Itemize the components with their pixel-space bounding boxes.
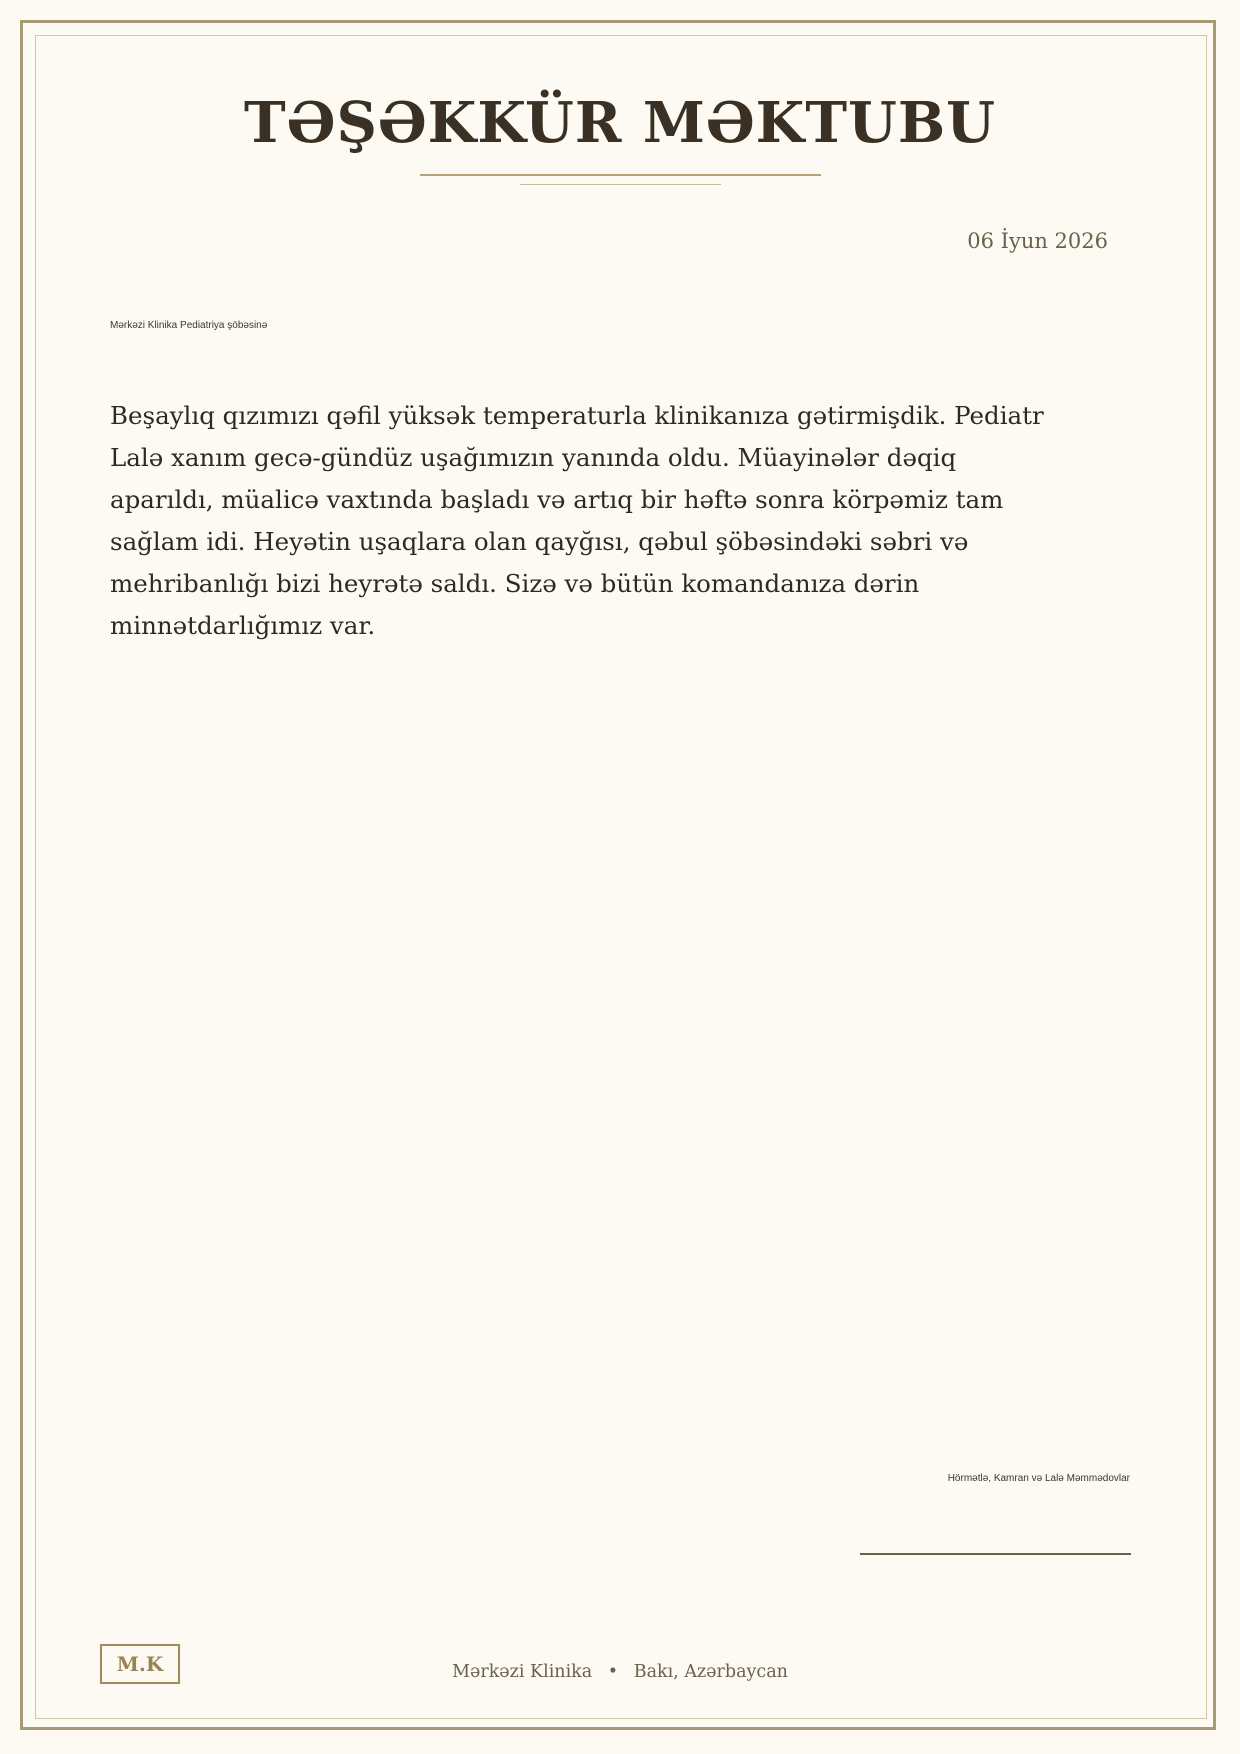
signature-line: [860, 1553, 1131, 1555]
monogram-stamp: M.K: [100, 1644, 180, 1684]
footer-separator: •: [607, 1662, 619, 1682]
footer: [0, 1662, 1240, 1682]
page-inner-border: [35, 35, 1207, 1719]
letter-date: 06 İyun 2026: [967, 229, 1108, 253]
letter-title: TƏŞƏKKÜR MƏKTUBU: [243, 90, 996, 156]
letter-recipient: Mərkəzi Klinika Pediatriya şöbəsinə: [110, 320, 268, 331]
footer-location: Bakı, Azərbaycan: [633, 1662, 788, 1682]
title-underline-short: [520, 184, 721, 185]
title-underline-long: [420, 174, 821, 176]
footer-organization: Mərkəzi Klinika: [452, 1662, 593, 1682]
letter-signoff: Hörmətlə, Kamran və Lalə Məmmədovlar: [947, 1473, 1130, 1484]
letter-body: Beşaylıq qızımızı qəfil yüksək temperaturla klinikanıza gətirmişdik. Pediatr Lalə xanım gecə-gündüz uşağımızın yanında oldu. Müayinələr dəqiq aparıldı, müalicə vaxtında başladı və artıq bir həftə sonra körpəmiz tam sağlam idi. Heyətin uşaqlara olan qayğısı, qəbul şöbəsindəki səbri və mehribanlığı bizi heyrətə saldı. Sizə və bütün komandanıza dərin minnətdarlığımız var.: [110, 401, 1044, 640]
